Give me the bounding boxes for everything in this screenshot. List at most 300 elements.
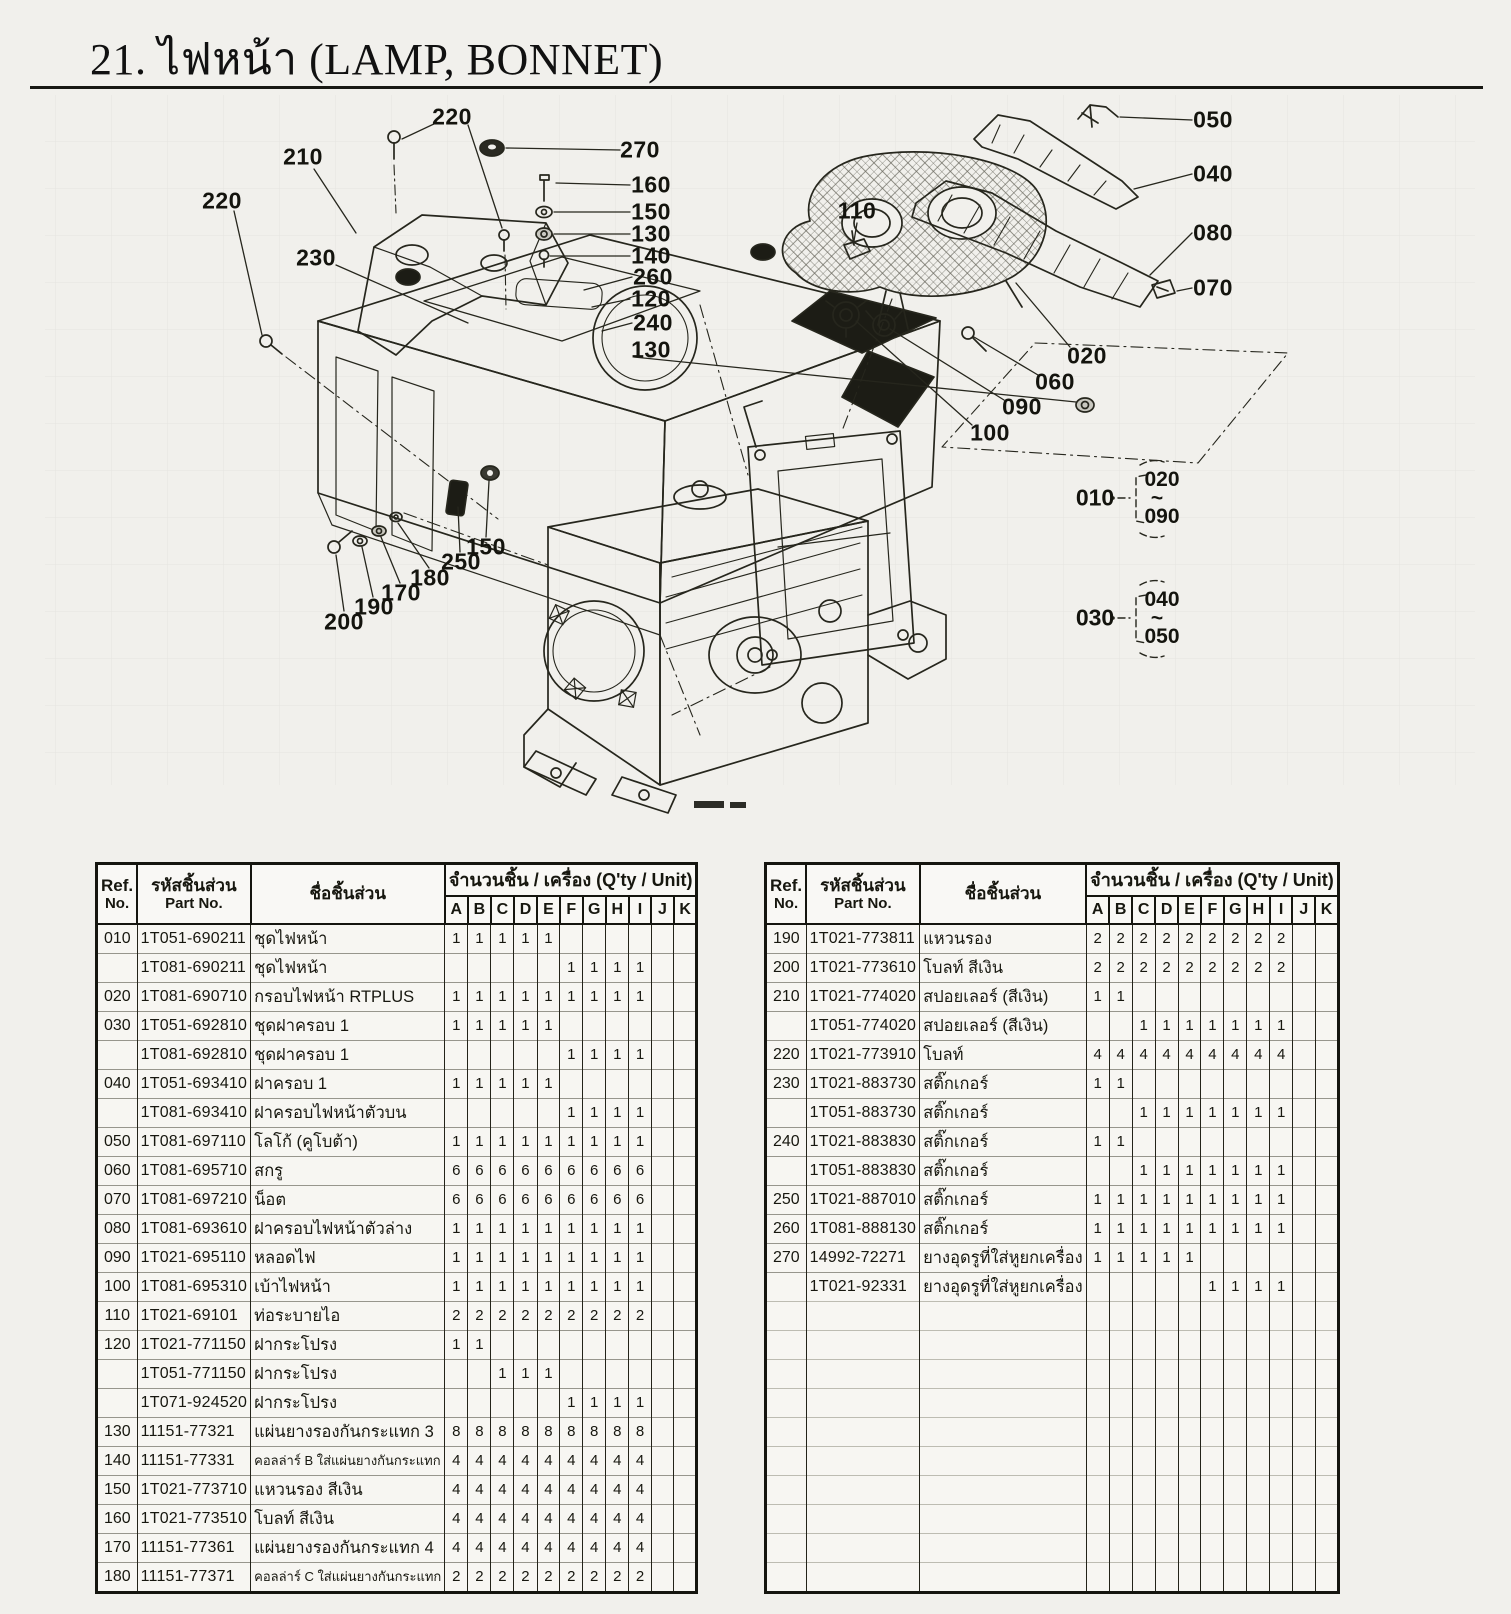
table-row [97,1099,697,1128]
qty-cell: 1 [514,1273,537,1302]
part-no-cell: 1T051-771150 [137,1360,251,1389]
part-no-cell: 1T021-883830 [806,1128,920,1157]
qty-cell [560,924,583,954]
title-divider [30,86,1483,89]
qty-cell: 2 [1201,954,1224,983]
part-no-cell: 1T081-693610 [137,1215,251,1244]
part-no-cell [806,1447,920,1476]
qty-cell [1178,1331,1201,1360]
qty-cell [674,1389,697,1418]
part-no-cell [806,1563,920,1593]
qty-cell [1247,1331,1270,1360]
qty-cell: 1 [468,924,491,954]
qty-cell: 1 [1178,1012,1201,1041]
part-name-cell: ฝาครอบ 1 [251,1070,445,1099]
qty-cell [606,1331,629,1360]
qty-cell: 4 [445,1505,468,1534]
qty-cell [1247,1302,1270,1331]
qty-cell [1315,1215,1338,1244]
qty-cell [1292,1157,1315,1186]
qty-cell [1201,1476,1224,1505]
qty-cell: 1 [1201,1157,1224,1186]
qty-cell [1247,983,1270,1012]
ref-no-cell [766,1012,807,1041]
qty-cell: 1 [1132,1099,1155,1128]
qty-cell [1155,1360,1178,1389]
empty-table-row [766,1447,1339,1476]
ref-no-cell: 150 [97,1476,138,1505]
qty-cell: 4 [583,1534,606,1563]
qty-cell [1109,1360,1132,1389]
table-row [97,1215,697,1244]
qty-cell: 4 [445,1476,468,1505]
qty-cell: 4 [491,1447,514,1476]
qty-cell: 4 [1247,1041,1270,1070]
qty-cell [651,1534,674,1563]
part-name-cell: สติ๊กเกอร์ [920,1215,1087,1244]
part-name-cell: โลโก้ (คูโบต้า) [251,1128,445,1157]
ref-no-cell [766,1331,807,1360]
qty-cell [1292,983,1315,1012]
qty-cell: 1 [560,1041,583,1070]
qty-cell [1132,983,1155,1012]
qty-cell [1292,1302,1315,1331]
qty-cell [674,1476,697,1505]
qty-cell [1109,1563,1132,1593]
qty-cell [1086,1099,1109,1128]
qty-cell [651,1360,674,1389]
qty-cell: 1 [537,1128,560,1157]
table-row [97,1563,697,1593]
qty-cell [560,1360,583,1389]
part-name-cell: สกรู [251,1157,445,1186]
qty-cell: 6 [583,1186,606,1215]
qty-cell: 1 [1224,1273,1247,1302]
ref-no-cell: 010 [97,924,138,954]
part-no-cell: 1T051-693410 [137,1070,251,1099]
group-range-tilde: ~ [1150,607,1164,630]
qty-cell: 8 [445,1418,468,1447]
part-name-cell [920,1476,1087,1505]
table-row [766,983,1339,1012]
part-no-cell [806,1418,920,1447]
ref-no-cell [766,1476,807,1505]
ref-no-cell [97,1389,138,1418]
part-no-cell: 1T021-773910 [806,1041,920,1070]
qty-cell: 1 [560,1128,583,1157]
qty-cell: 4 [629,1476,651,1505]
diagram-overlay [0,95,1511,860]
part-no-cell: 1T021-883730 [806,1070,920,1099]
part-name-cell: คอลล่าร์ C ใส่แผ่นยางกันกระแทก [251,1563,445,1593]
qty-cell [537,1099,560,1128]
qty-cell [1315,1360,1338,1389]
table-row [97,1360,697,1389]
qty-cell [1109,1505,1132,1534]
qty-cell: 4 [1132,1041,1155,1070]
qty-cell [1132,1476,1155,1505]
qty-cell [1224,1476,1247,1505]
qty-cell: 1 [1224,1012,1247,1041]
qty-cell [651,1331,674,1360]
qty-cell [651,1215,674,1244]
qty-cell [674,1273,697,1302]
part-callout: 260 [633,263,673,290]
part-name-cell: โบลท์ สีเงิน [251,1505,445,1534]
part-no-cell [806,1331,920,1360]
qty-cell [1201,1534,1224,1563]
part-callout: 070 [1193,274,1233,301]
part-no-cell: 1T081-695710 [137,1157,251,1186]
part-name-cell [920,1418,1087,1447]
qty-cell: 1 [606,1215,629,1244]
ref-no-cell [766,1389,807,1418]
qty-cell [651,1157,674,1186]
qty-cell: 8 [537,1418,560,1447]
part-name-cell: สติ๊กเกอร์ [920,1070,1087,1099]
table-row [97,1070,697,1099]
qty-cell: 1 [606,1273,629,1302]
part-name-cell [920,1389,1087,1418]
qty-cell: 1 [537,1012,560,1041]
qty-cell [1224,1244,1247,1273]
part-no-cell [806,1302,920,1331]
qty-cell [1315,1389,1338,1418]
part-name-cell: สปอยเลอร์ (สีเงิน) [920,983,1087,1012]
unit-col-header: G [583,896,606,924]
ref-no-cell: 130 [97,1418,138,1447]
qty-cell: 1 [1132,1186,1155,1215]
part-callout: 200 [324,608,364,635]
group-range-tilde: ~ [1150,487,1164,510]
qty-cell [674,1041,697,1070]
qty-cell [651,1505,674,1534]
qty-cell [1109,1476,1132,1505]
part-callout: 220 [432,103,472,130]
qty-cell [1270,1534,1293,1563]
qty-cell [1201,1128,1224,1157]
qty-cell [468,1099,491,1128]
qty-cell [1270,1070,1293,1099]
qty-cell [537,1041,560,1070]
qty-cell [1132,1389,1155,1418]
qty-cell [1132,1360,1155,1389]
qty-cell [651,1128,674,1157]
qty-cell [1270,1331,1293,1360]
qty-cell [1270,1389,1293,1418]
table-row [766,1215,1339,1244]
qty-cell: 1 [491,1215,514,1244]
ref-no-cell: 180 [97,1563,138,1593]
ref-no-cell: 230 [766,1070,807,1099]
part-name-cell: แหวนรอง สีเงิน [251,1476,445,1505]
qty-cell: 1 [537,1360,560,1389]
unit-col-header: K [1315,896,1338,924]
qty-cell [1292,1389,1315,1418]
qty-cell [560,1070,583,1099]
ref-no-cell: 190 [766,924,807,954]
qty-cell [651,1186,674,1215]
empty-table-row [766,1534,1339,1563]
qty-cell: 4 [491,1476,514,1505]
qty-cell: 1 [1270,1157,1293,1186]
ref-no-cell: 240 [766,1128,807,1157]
qty-cell [606,1012,629,1041]
table-row [97,1186,697,1215]
qty-cell [1315,1244,1338,1273]
qty-cell: 2 [1224,924,1247,954]
qty-cell: 1 [514,1128,537,1157]
qty-cell: 1 [1155,1099,1178,1128]
qty-cell [491,1331,514,1360]
qty-cell: 2 [514,1302,537,1331]
qty-cell [629,1331,651,1360]
qty-cell: 2 [1086,924,1109,954]
qty-cell: 1 [445,1215,468,1244]
qty-cell: 1 [1201,1186,1224,1215]
ref-no-cell [766,1273,807,1302]
qty-cell [445,1041,468,1070]
part-no-cell: 1T051-883730 [806,1099,920,1128]
qty-cell [1086,1302,1109,1331]
qty-cell: 1 [445,983,468,1012]
qty-cell [674,1128,697,1157]
qty-cell [1315,954,1338,983]
qty-cell [1086,1563,1109,1593]
qty-cell [1086,1476,1109,1505]
qty-cell [1109,1157,1132,1186]
qty-cell [514,1099,537,1128]
table-row [766,1099,1339,1128]
qty-cell [674,1360,697,1389]
qty-cell [537,1389,560,1418]
qty-cell: 2 [560,1563,583,1593]
qty-cell [1270,1563,1293,1593]
qty-cell [651,983,674,1012]
qty-cell [1109,1447,1132,1476]
qty-cell [1247,1070,1270,1099]
part-no-cell: 1T081-697210 [137,1186,251,1215]
empty-table-row [766,1302,1339,1331]
qty-cell: 1 [468,1215,491,1244]
qty-cell [583,924,606,954]
empty-table-row [766,1476,1339,1505]
part-no-cell: 1T081-693410 [137,1099,251,1128]
qty-cell [1155,1418,1178,1447]
qty-cell: 1 [1224,1099,1247,1128]
qty-cell [445,1099,468,1128]
table-row [97,1331,697,1360]
qty-cell: 1 [537,983,560,1012]
qty-cell [651,1099,674,1128]
qty-cell: 1 [629,954,651,983]
qty-cell: 2 [445,1302,468,1331]
qty-cell: 1 [1201,1215,1224,1244]
qty-cell: 1 [583,1099,606,1128]
qty-cell: 1 [1247,1215,1270,1244]
qty-cell [1086,1331,1109,1360]
part-callout: 150 [631,198,671,225]
qty-cell: 2 [1224,954,1247,983]
table-row [97,924,697,954]
qty-cell: 1 [1155,1244,1178,1273]
part-no-cell [806,1476,920,1505]
qty-cell [1270,1360,1293,1389]
part-no-cell: 1T051-692810 [137,1012,251,1041]
qty-cell [1247,1563,1270,1593]
qty-cell [1155,1447,1178,1476]
part-name-cell [920,1447,1087,1476]
qty-cell: 1 [606,983,629,1012]
ref-no-cell [766,1302,807,1331]
part-no-cell [806,1534,920,1563]
qty-cell [1201,1302,1224,1331]
qty-cell: 1 [491,1360,514,1389]
qty-cell [651,1070,674,1099]
unit-col-header: F [560,896,583,924]
part-callout: 230 [296,244,336,271]
unit-col-header: E [537,896,560,924]
part-name-cell: ท่อระบายไอ [251,1302,445,1331]
part-no-cell: 11151-77321 [137,1418,251,1447]
part-name-cell: แผ่นยางรองกันกระแทก 4 [251,1534,445,1563]
qty-cell [1132,1563,1155,1593]
qty-cell [674,924,697,954]
ref-no-cell [766,1157,807,1186]
qty-cell: 2 [1086,954,1109,983]
qty-cell [1247,1418,1270,1447]
qty-cell [1224,1331,1247,1360]
qty-cell [606,1360,629,1389]
qty-cell [651,1041,674,1070]
part-no-cell: 1T021-773510 [137,1505,251,1534]
part-name-cell: สติ๊กเกอร์ [920,1157,1087,1186]
qty-cell: 8 [606,1418,629,1447]
part-no-cell: 1T081-690710 [137,983,251,1012]
qty-cell: 2 [1132,954,1155,983]
part-callout: 130 [631,336,671,363]
qty-cell: 1 [445,1244,468,1273]
qty-cell [1132,1331,1155,1360]
qty-cell: 4 [445,1534,468,1563]
unit-col-header: K [674,896,697,924]
qty-cell: 1 [468,1012,491,1041]
part-callout: 140 [631,242,671,269]
part-callout: 090 [1002,393,1042,420]
part-name-header: ชื่อชิ้นส่วน [251,864,445,925]
qty-cell: 4 [445,1447,468,1476]
table-row [97,1534,697,1563]
qty-unit-header: จำนวนชิ้น / เครื่อง (Q'ty / Unit) [1086,864,1338,897]
qty-cell: 6 [514,1186,537,1215]
qty-cell [1270,1302,1293,1331]
qty-cell [1201,1447,1224,1476]
qty-cell [1292,1418,1315,1447]
table-row [97,1244,697,1273]
ref-no-cell: 110 [97,1302,138,1331]
qty-cell: 1 [1155,1012,1178,1041]
qty-cell [445,954,468,983]
qty-cell: 1 [537,1215,560,1244]
qty-cell [1086,1157,1109,1186]
qty-cell [1292,1099,1315,1128]
qty-cell [1292,924,1315,954]
part-name-cell: ฝากระโปรง [251,1331,445,1360]
qty-cell: 6 [606,1186,629,1215]
qty-cell: 1 [583,1244,606,1273]
qty-cell [1178,1389,1201,1418]
qty-cell [1270,1128,1293,1157]
qty-cell: 2 [1178,924,1201,954]
qty-cell [445,1360,468,1389]
qty-cell: 1 [1132,1215,1155,1244]
qty-cell: 1 [1224,1215,1247,1244]
part-no-cell: 1T021-771150 [137,1331,251,1360]
part-no-cell: 1T051-690211 [137,924,251,954]
qty-cell [1247,1534,1270,1563]
qty-cell: 1 [445,1128,468,1157]
qty-cell: 6 [468,1157,491,1186]
qty-cell: 1 [583,1128,606,1157]
qty-cell [651,1012,674,1041]
qty-cell: 2 [606,1563,629,1593]
part-no-cell: 1T021-69101 [137,1302,251,1331]
qty-cell [1155,1302,1178,1331]
qty-cell: 6 [560,1157,583,1186]
qty-cell: 2 [1155,924,1178,954]
qty-cell [1270,1476,1293,1505]
ref-no-cell [97,1041,138,1070]
qty-cell: 1 [1086,983,1109,1012]
qty-cell [1201,1389,1224,1418]
table-row [766,1157,1339,1186]
unit-col-header: H [606,896,629,924]
qty-cell: 1 [491,1273,514,1302]
qty-cell [514,1041,537,1070]
qty-cell [674,1099,697,1128]
unit-col-header: I [1270,896,1293,924]
qty-cell [651,1273,674,1302]
table-row [97,1447,697,1476]
unit-col-header: E [1178,896,1201,924]
qty-cell: 1 [583,983,606,1012]
qty-cell: 4 [1155,1041,1178,1070]
qty-cell [537,954,560,983]
qty-cell: 4 [560,1534,583,1563]
qty-cell [1315,1447,1338,1476]
unit-col-header: F [1201,896,1224,924]
qty-cell: 1 [491,983,514,1012]
qty-cell: 4 [468,1505,491,1534]
table-row [766,954,1339,983]
qty-cell [629,1360,651,1389]
qty-cell [674,1447,697,1476]
qty-cell: 4 [1224,1041,1247,1070]
qty-cell: 1 [606,1099,629,1128]
qty-cell [1201,1505,1224,1534]
qty-cell: 1 [583,1273,606,1302]
qty-cell: 1 [583,1215,606,1244]
table-row [97,1157,697,1186]
qty-cell [491,1389,514,1418]
qty-cell: 1 [491,1128,514,1157]
qty-cell [651,1563,674,1593]
qty-cell [1315,983,1338,1012]
qty-cell: 1 [468,1273,491,1302]
qty-cell [1270,983,1293,1012]
part-name-cell [920,1505,1087,1534]
qty-cell: 1 [445,1331,468,1360]
